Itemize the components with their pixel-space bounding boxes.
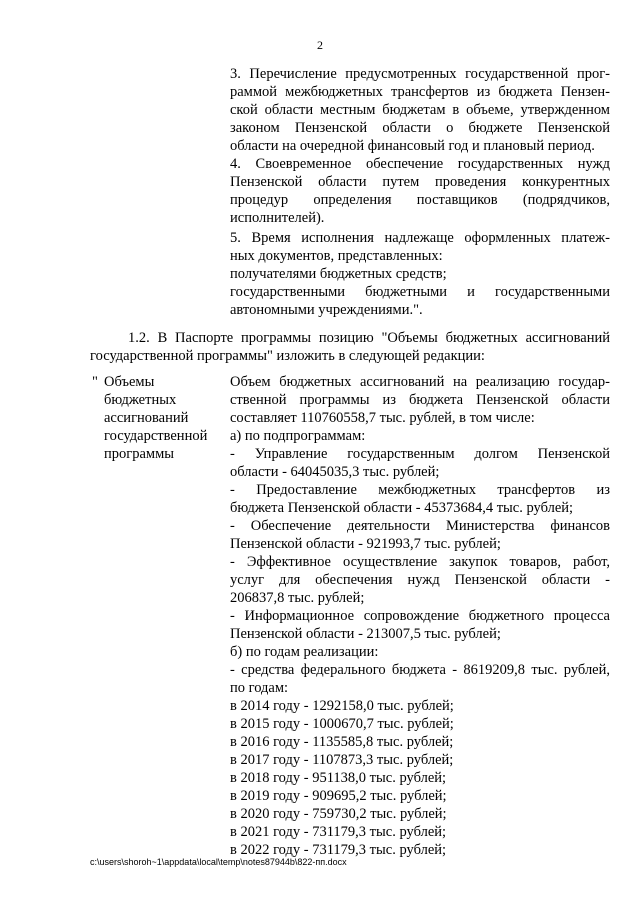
value-line-22: в 2017 году - 1107873,3 тыс. рублей;: [230, 752, 454, 768]
top-line-11: ных документов, представленных:: [230, 248, 443, 264]
value-line-15: Пензенской области - 213007,5 тыс. рублей;: [230, 626, 501, 642]
top-line-14: автономными учреждениями.".: [230, 302, 423, 318]
top-line-12: получателями бюджетных средств;: [230, 266, 447, 282]
value-line-20: в 2015 году - 1000670,7 тыс. рублей;: [230, 716, 454, 732]
value-line-23: в 2018 году - 951138,0 тыс. рублей;: [230, 770, 447, 786]
value-line-18: по годам:: [230, 680, 289, 696]
value-line-9: - Обеспечение деятельности Министерства финансов: [230, 518, 610, 534]
value-line-21: в 2016 году - 1135585,8 тыс. рублей;: [230, 734, 454, 750]
top-line-6: 4. Своевременное обеспечение государственных нужд: [230, 156, 610, 172]
top-line-10: 5. Время исполнения надлежаще оформленных платеж-: [230, 230, 610, 246]
page-number: 2: [317, 38, 323, 52]
top-line-5: области на очередной финансовый год и плановый период.: [230, 138, 595, 154]
value-line-17: - средства федерального бюджета - 8619209,8 тыс. рублей,: [230, 662, 610, 678]
value-line-24: в 2019 году - 909695,2 тыс. рублей;: [230, 788, 447, 804]
footer-file-path: c:\users\shoroh~1\appdata\local\temp\notes87944b\822-пп.docx: [90, 857, 347, 867]
top-line-2: раммой межбюджетных трансфертов из бюджета Пензен-: [230, 84, 610, 100]
value-line-26: в 2021 году - 731179,3 тыс. рублей;: [230, 824, 447, 840]
label-line-1: Объемы: [104, 374, 155, 390]
value-line-10: Пензенской области - 921993,7 тыс. рублей;: [230, 536, 501, 552]
top-line-8: процедур определения поставщиков (подрядчиков,: [230, 192, 610, 208]
top-line-1: 3. Перечисление предусмотренных государственной прог-: [230, 66, 610, 82]
value-line-14: - Информационное сопровождение бюджетного процесса: [230, 608, 610, 624]
value-line-25: в 2020 году - 759730,2 тыс. рублей;: [230, 806, 447, 822]
label-line-5: программы: [104, 446, 174, 462]
paragraph-line-2: государственной программы" изложить в следующей редакции:: [90, 348, 485, 364]
top-line-4: законом Пензенской области о бюджете Пензенской: [230, 120, 610, 136]
label-line-4: государственной: [104, 428, 208, 444]
value-line-8: бюджета Пензенской области - 45373684,4 тыс. рублей;: [230, 500, 574, 516]
value-line-13: 206837,8 тыс. рублей;: [230, 590, 365, 606]
value-line-1: Объем бюджетных ассигнований на реализацию государ-: [230, 374, 610, 390]
top-line-13: государственными бюджетными и государственными: [230, 284, 610, 300]
top-line-3: ской области местным бюджетам в объеме, утвержденном: [230, 102, 610, 118]
value-line-12: услуг для обеспечения нужд Пензенской области -: [230, 572, 610, 588]
value-line-2: ственной программы из бюджета Пензенской области: [230, 392, 610, 408]
label-line-3: ассигнований: [104, 410, 189, 426]
value-line-16: б) по годам реализации:: [230, 644, 379, 660]
value-line-27: в 2022 году - 731179,3 тыс. рублей;: [230, 842, 447, 858]
value-line-19: в 2014 году - 1292158,0 тыс. рублей;: [230, 698, 454, 714]
value-line-7: - Предоставление межбюджетных трансфертов из: [230, 482, 610, 498]
open-quote: ": [92, 374, 98, 390]
value-line-3: составляет 110760558,7 тыс. рублей, в том числе:: [230, 410, 535, 426]
top-line-9: исполнителей).: [230, 210, 325, 226]
value-line-4: а) по подпрограммам:: [230, 428, 366, 444]
value-line-11: - Эффективное осуществление закупок товаров, работ,: [230, 554, 610, 570]
top-line-7: Пензенской области путем проведения конкурентных: [230, 174, 610, 190]
label-line-2: бюджетных: [104, 392, 177, 408]
paragraph-line-1: 1.2. В Паспорте программы позицию "Объемы бюджетных ассигнований: [128, 330, 610, 346]
value-line-6: области - 64045035,3 тыс. рублей;: [230, 464, 440, 480]
value-line-5: - Управление государственным долгом Пензенской: [230, 446, 610, 462]
